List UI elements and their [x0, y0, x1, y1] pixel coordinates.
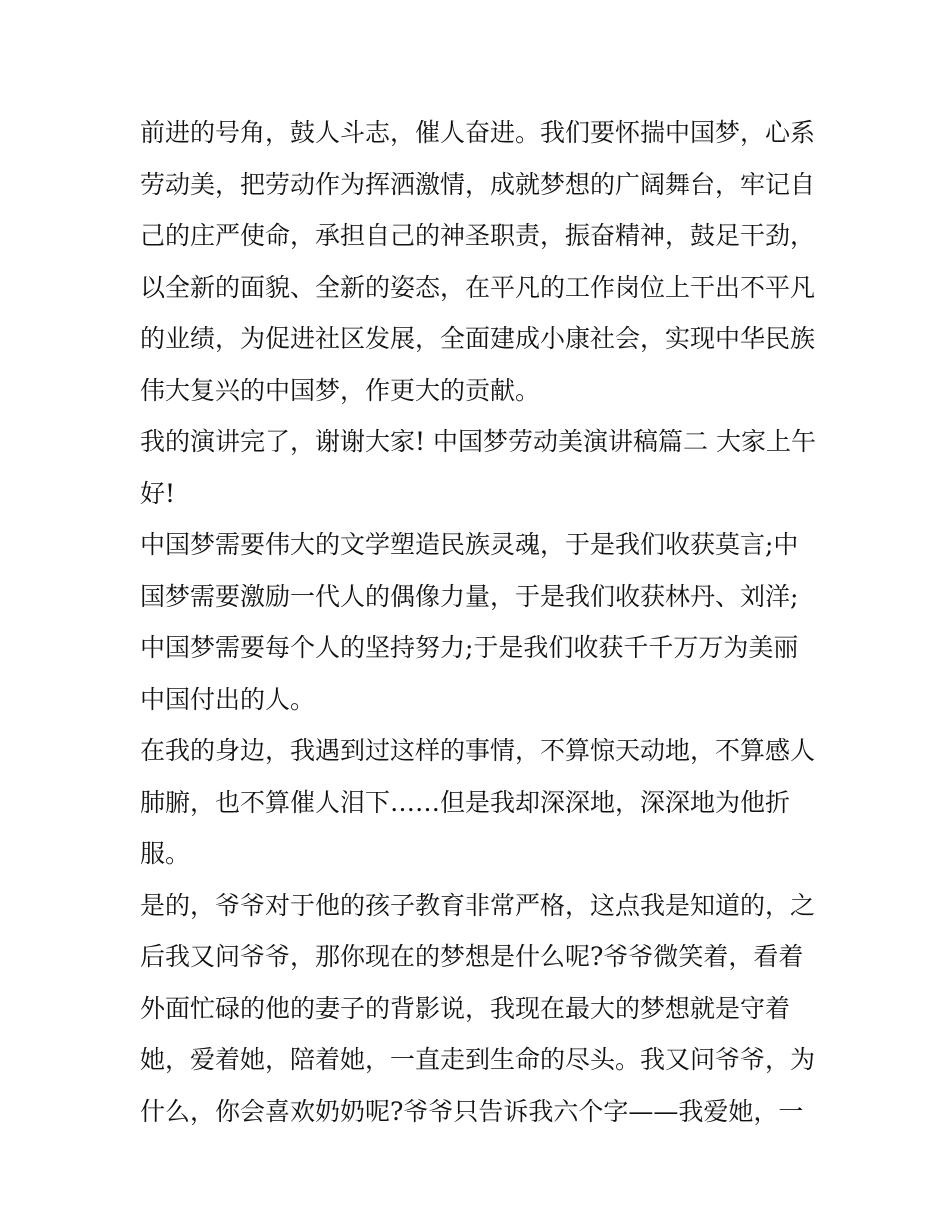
text-line: 肺腑，也不算催人泪下……但是我却深深地，深深地为他折	[140, 787, 791, 817]
text-line: 好!	[140, 478, 176, 508]
text-line: 在我的身边，我遇到过这样的事情，不算惊天动地，不算感人	[140, 736, 816, 765]
text-line: 的业绩，为促进社区发展，全面建成小康社会，实现中华民族	[140, 324, 816, 353]
text-line: 国梦需要激励一代人的偶像力量，于是我们收获林丹、刘洋;	[140, 581, 799, 611]
text-line: 劳动美，把劳动作为挥洒激情，成就梦想的广阔舞台，牢记自	[140, 169, 816, 199]
text-line: 我的演讲完了，谢谢大家! 中国梦劳动美演讲稿篇二 大家上午	[140, 427, 816, 456]
text-line: 中国付出的人。	[140, 684, 316, 714]
text-line: 中国梦需要伟大的文学塑造民族灵魂，于是我们收获莫言;中	[140, 530, 799, 559]
text-line: 服。	[140, 839, 191, 868]
text-line: 前进的号角，鼓人斗志，催人奋进。我们要怀揣中国梦，心系	[140, 118, 816, 147]
text-line: 她，爱着她，陪着她，一直走到生命的尽头。我又问爷爷，为	[140, 1045, 816, 1074]
text-line: 外面忙碌的他的妻子的背影说，我现在最大的梦想就是守着	[140, 993, 791, 1023]
text-line: 后我又问爷爷，那你现在的梦想是什么呢?爷爷微笑着，看着	[140, 942, 804, 971]
text-line: 以全新的面貌、全新的姿态，在平凡的工作岗位上干出不平凡	[140, 272, 816, 302]
text-line: 什么，你会喜欢奶奶呢?爷爷只告诉我六个字——我爱她，一	[140, 1096, 804, 1126]
text-line: 是的，爷爷对于他的孩子教育非常严格，这点我是知道的，之	[140, 890, 816, 920]
text-line: 伟大复兴的中国梦，作更大的贡献。	[140, 375, 541, 405]
body-text	[140, 107, 820, 1137]
text-line: 中国梦需要每个人的坚持努力;于是我们收获千千万万为美丽	[140, 633, 799, 662]
text-line: 己的庄严使命，承担自己的神圣职责，振奋精神，鼓足干劲，	[140, 221, 816, 250]
